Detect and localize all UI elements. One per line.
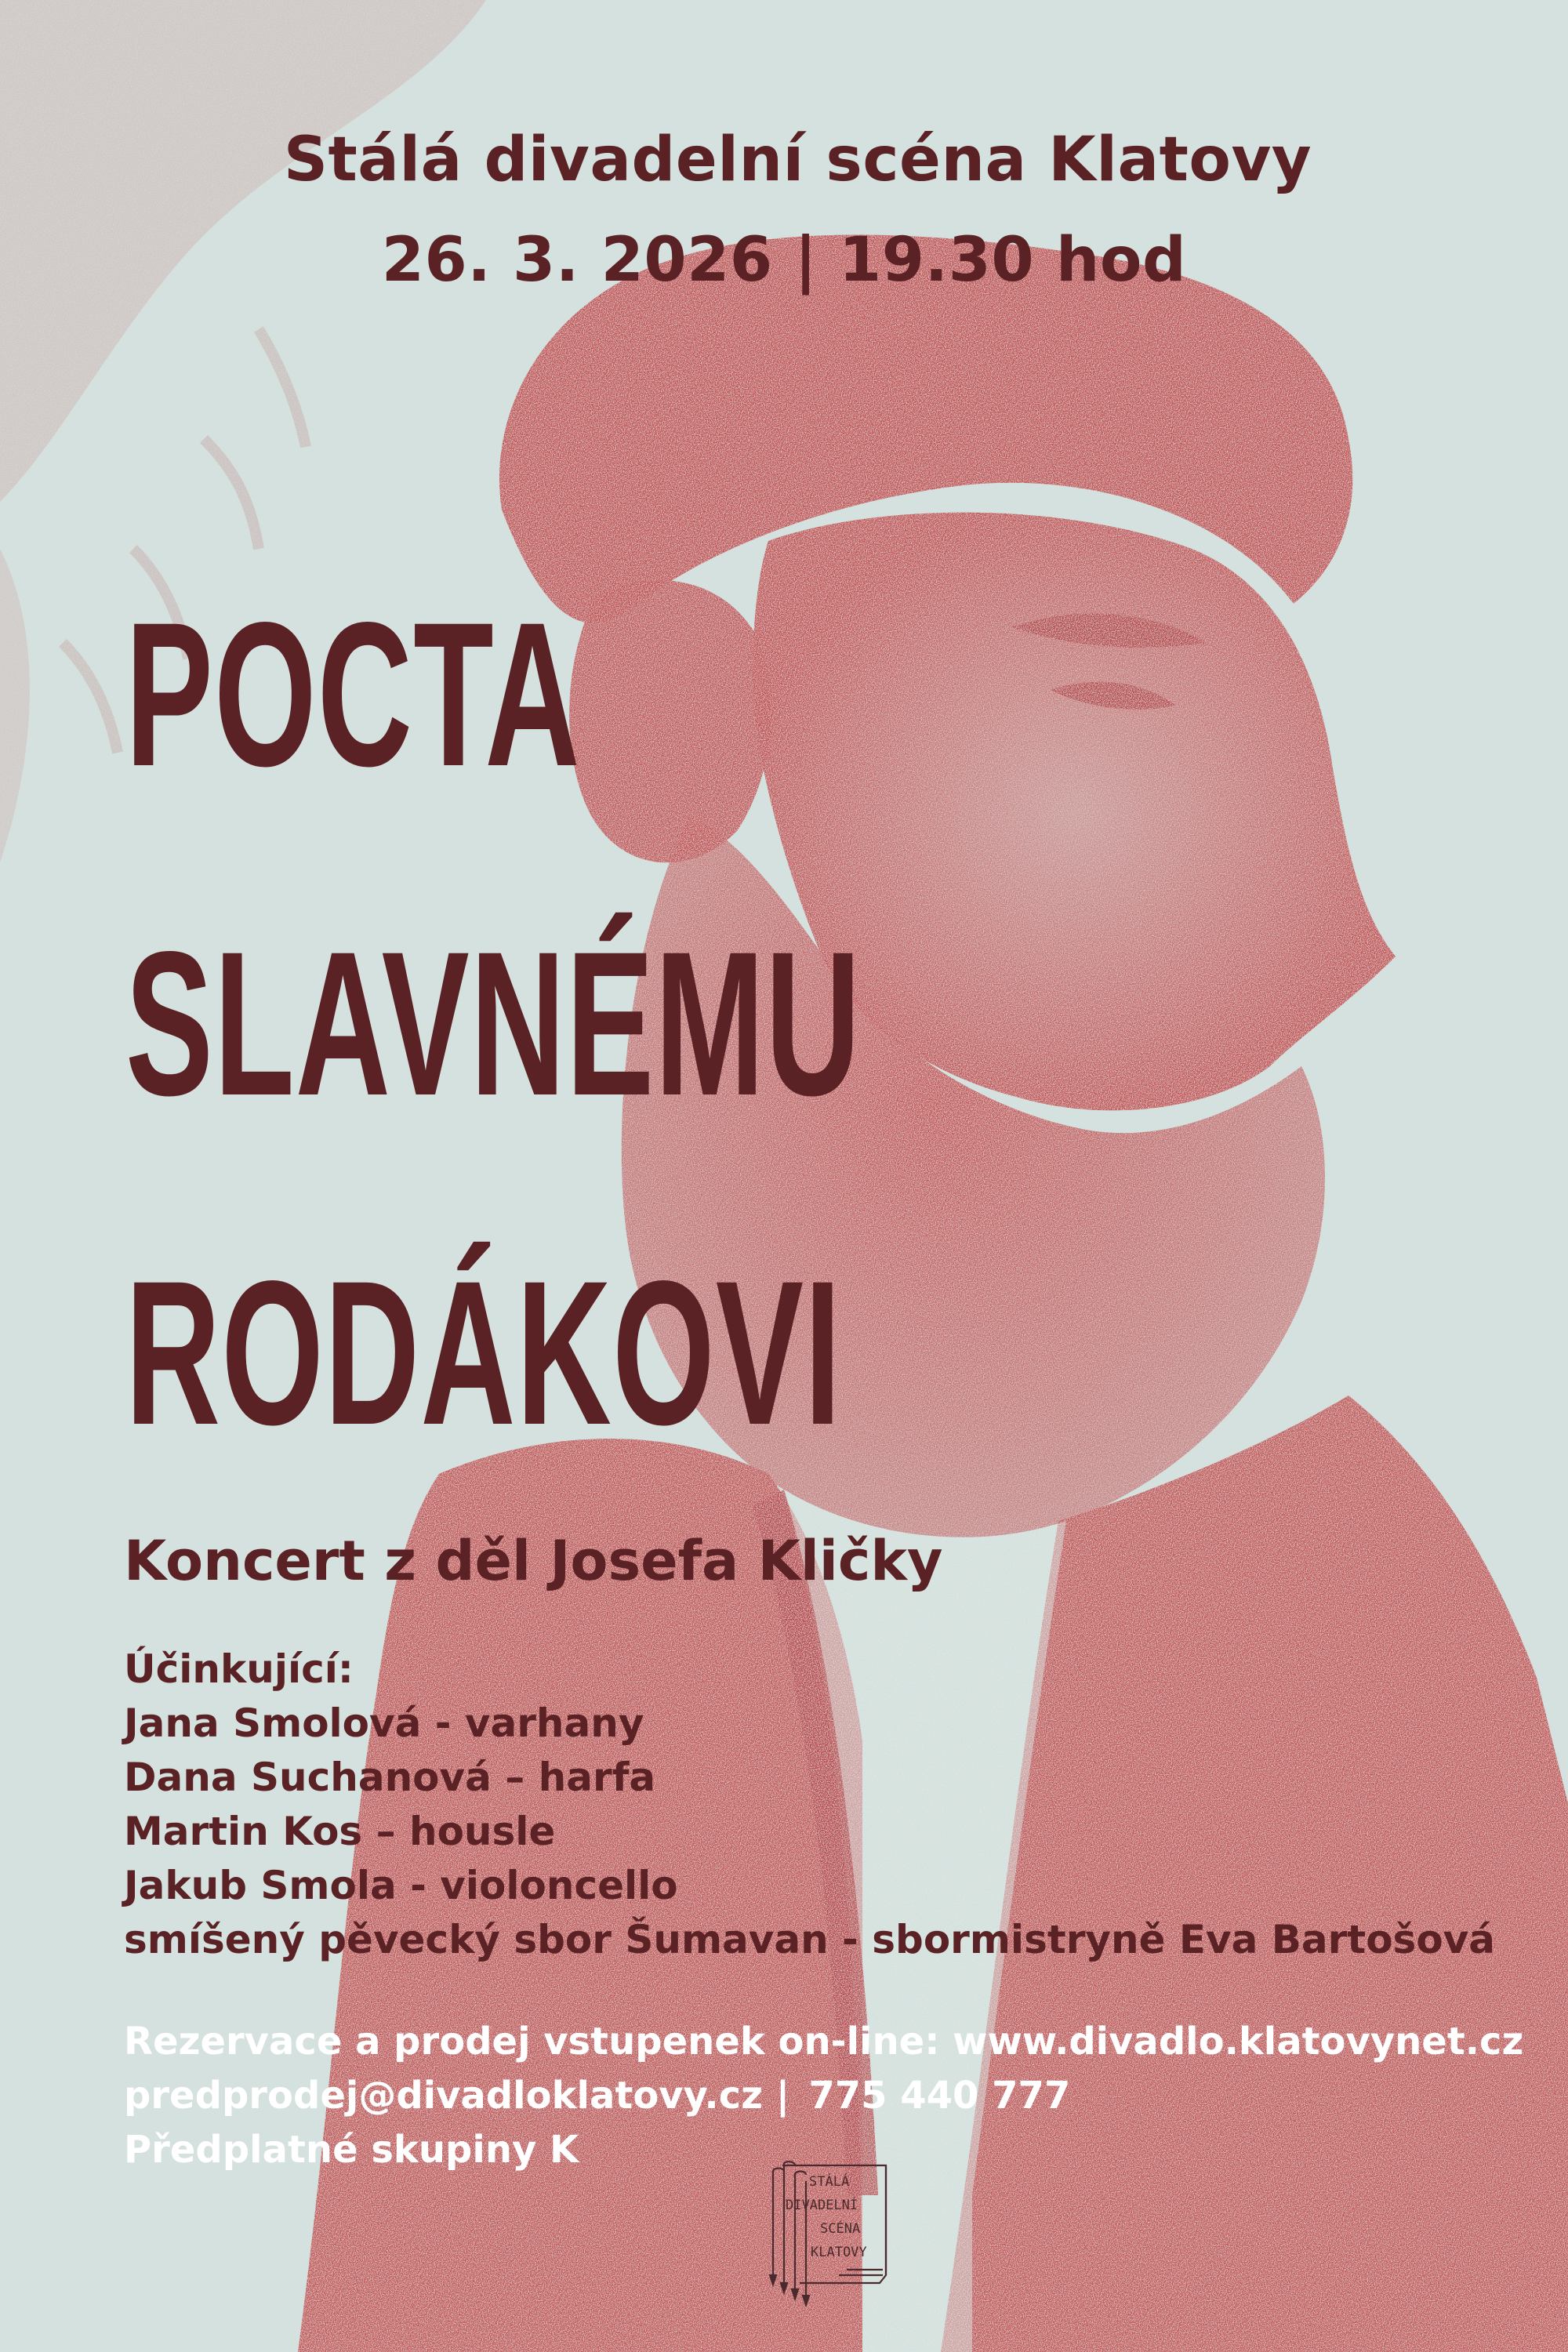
title-line-1: POCTA — [125, 579, 581, 809]
title-line-3: RODÁKOVI — [125, 1238, 842, 1468]
theatre-logo — [768, 2158, 894, 2307]
logo-text-line-4: KLATOVY — [811, 2245, 867, 2260]
contact-email: predprodej@divadloklatovy.cz | — [124, 2074, 790, 2118]
performer-item: Jana Smolová - varhany — [124, 1700, 644, 1746]
contact-line — [124, 2069, 1523, 2123]
event-subtitle: Koncert z děl Josefa Kličky — [124, 1529, 943, 1593]
reservation-line: Rezervace a prodej vstupenek on-line: www.divadlo.klatovynet.cz — [124, 2020, 1524, 2063]
logo-text-line-3: SCÉNA — [820, 2221, 861, 2237]
title-line-2: SLAVNÉMU — [125, 909, 862, 1138]
logo-text-line-2: DIVADELNÍ — [786, 2198, 858, 2213]
performers-heading: Účinkující: — [124, 1646, 354, 1692]
performer-item: Martin Kos – housle — [124, 1809, 556, 1854]
performer-item: Jakub Smola - violoncello — [124, 1863, 678, 1908]
subscription-line: Předplatné skupiny K — [124, 2128, 579, 2172]
venue-name: Stálá divadelní scéna Klatovy — [283, 125, 1312, 195]
logo-text-line-1: STÁLÁ — [809, 2174, 850, 2190]
performer-item: smíšený pěvecký sbor Šumavan - sbormistryně Eva Bartošová — [124, 1917, 1495, 1962]
contact-phone: 775 440 777 — [808, 2074, 1071, 2118]
performer-item: Dana Suchanová – harfa — [124, 1755, 656, 1800]
ticket-info — [124, 2015, 1523, 2177]
performers-block — [124, 1642, 1495, 1967]
event-date-time: 26. 3. 2026 | 19.30 hod — [381, 225, 1187, 296]
event-header — [0, 110, 1568, 310]
